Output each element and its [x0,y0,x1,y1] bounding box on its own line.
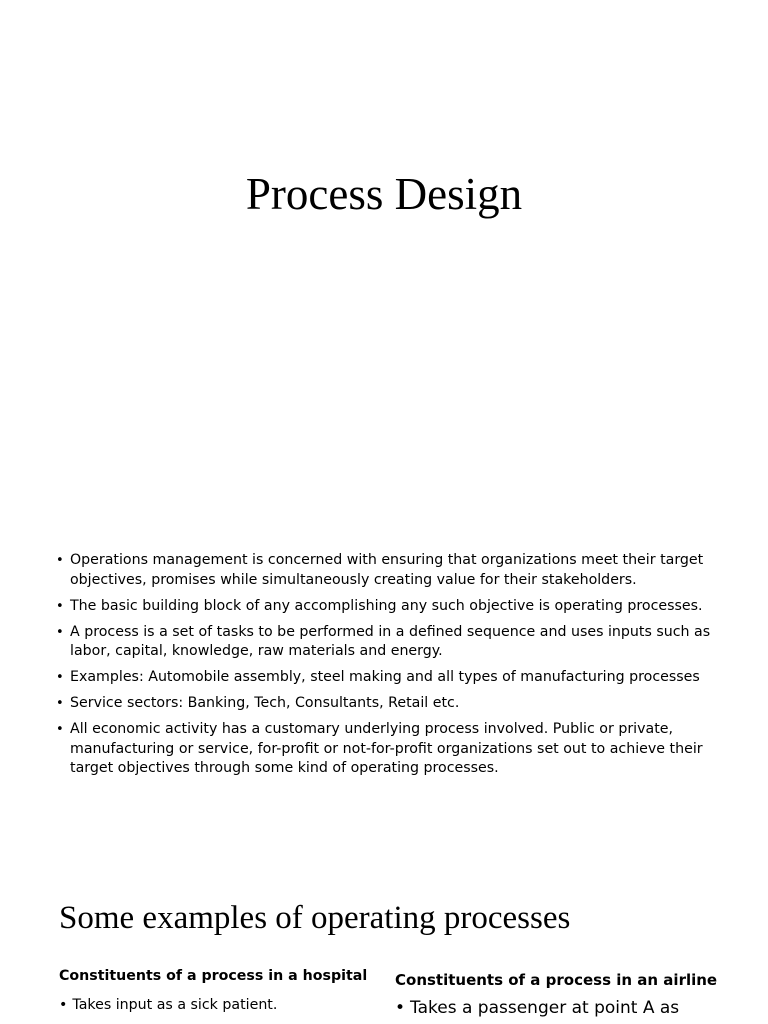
list-item [56,668,716,688]
bullet-text: The basic building block of any accomplishing any such objective is operating processes. [70,597,703,614]
bullet-icon: • [56,624,64,640]
bullet-icon: • [56,696,64,711]
bullet-text: All economic activity has a customary underlying process involved. Public or private, manufacturing or service, for-profit or not-for-profit organizations set out to achieve their target objectives through some kind of operating processes. [70,721,703,776]
section-title: Some examples of operating processes [59,900,571,936]
list-item [56,597,716,617]
airline-column-heading: Constituents of a process in an airline [395,971,718,989]
list-item [56,551,716,590]
airline-first-bullet [395,998,679,1018]
bullet-text: A process is a set of tasks to be performed in a defined sequence and uses inputs such as labor, capital, knowledge, raw materials and energy. [70,623,711,659]
bullet-icon: • [56,722,64,737]
hospital-column-heading: Constituents of a process in a hospital [59,968,368,984]
list-item [56,720,716,779]
bullet-icon: • [56,598,64,614]
hospital-first-bullet [59,997,277,1013]
list-item [56,623,716,662]
bullet-text: Takes a passenger at point A as [410,998,680,1018]
bullet-list [56,551,716,785]
bullet-icon: • [395,998,406,1018]
slide-title: Process Design [245,169,523,219]
list-item [56,694,716,714]
bullet-icon: • [56,553,64,568]
bullet-icon: • [59,997,68,1013]
bullet-text: Operations management is concerned with ensuring that organizations meet their target objectives, promises while simultaneously creating value for their stakeholders. [70,552,704,588]
bullet-icon: • [56,670,64,685]
bullet-text: Service sectors: Banking, Tech, Consultants, Retail etc. [70,695,460,711]
bullet-text: Takes input as a sick patient. [72,997,278,1013]
bullet-text: Examples: Automobile assembly, steel making and all types of manufacturing processes [70,669,700,685]
